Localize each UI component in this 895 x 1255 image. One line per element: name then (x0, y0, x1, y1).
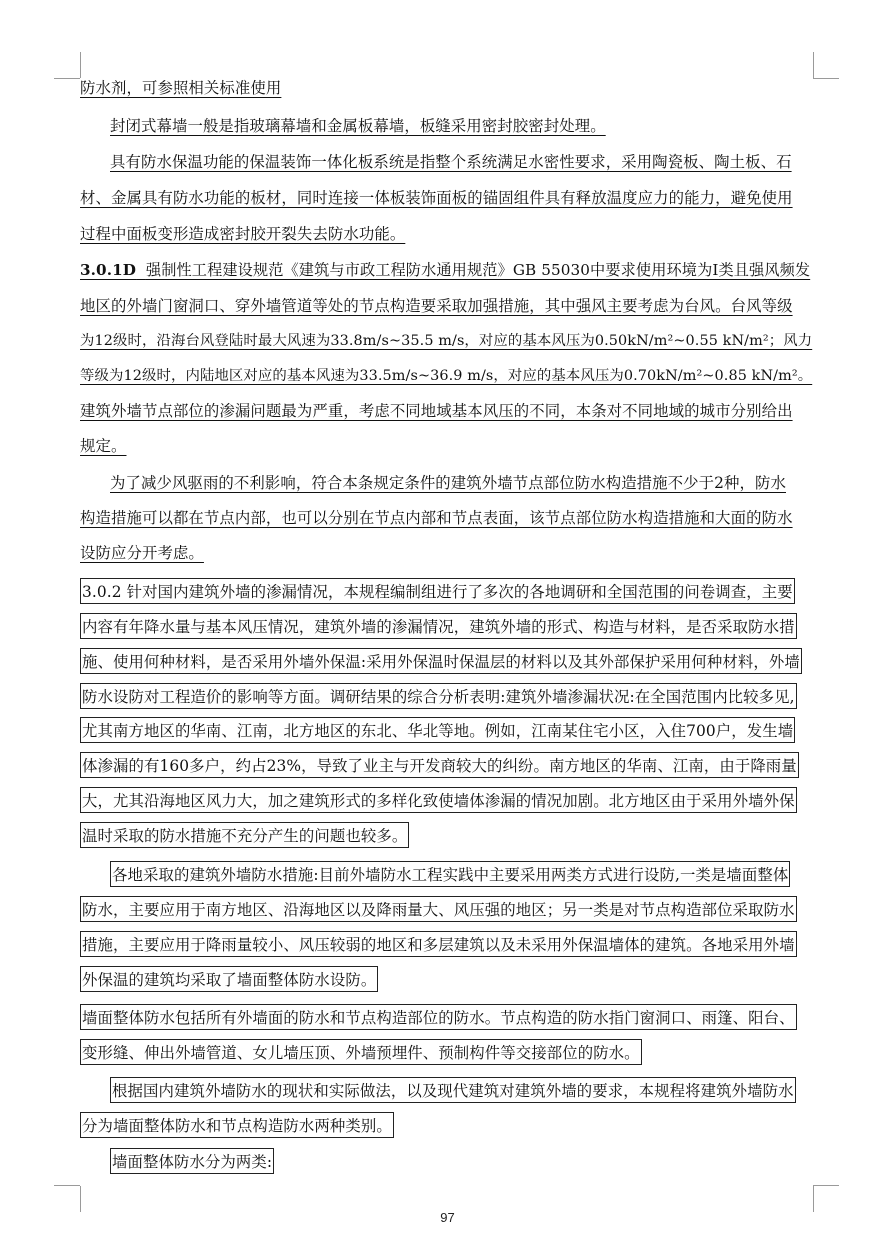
boxed-line: 墙面整体防水包括所有外墙面的防水和节点构造部位的防水。节点构造的防水指门窗洞口、雨篷、阳台、 (80, 1004, 797, 1030)
boxed-line: 外保温的建筑均采取了墙面整体防水设防。 (80, 966, 378, 992)
clause-line (80, 252, 810, 288)
boxed-line: 墙面整体防水分为两类: (110, 1148, 274, 1174)
crop-mark (54, 78, 80, 79)
text-line: 规定。 (80, 437, 127, 455)
boxed-line: 内容有年降水量与基本风压情况，建筑外墙的渗漏情况，建筑外墙的形式、构造与材料，是否采取防水措 (80, 613, 797, 639)
text-line: 材、金属具有防水功能的板材，同时连接一体板装饰面板的锚固组件具有释放温度应力的能力，避免使用 (80, 189, 793, 207)
crop-mark (813, 78, 839, 79)
text-line: 设防应分开考虑。 (80, 544, 204, 562)
boxed-line: 3.0.2 针对国内建筑外墙的渗漏情况，本规程编制组进行了多次的各地调研和全国范围的问卷调查，主要 (80, 578, 795, 604)
text-line: 具有防水保温功能的保温装饰一体化板系统是指整个系统满足水密性要求，采用陶瓷板、陶土板、石 (110, 153, 792, 171)
boxed-line: 温时采取的防水措施不充分产生的问题也较多。 (80, 822, 409, 848)
boxed-line: 体渗漏的有160多户，约占23%，导致了业主与开发商较大的纠纷。南方地区的华南、江南，由于降雨量 (80, 752, 799, 778)
boxed-line: 大，尤其沿海地区风力大，加之建筑形式的多样化致使墙体渗漏的情况加剧。北方地区由于采用外墙外保 (80, 787, 797, 813)
boxed-line: 变形缝、伸出外墙管道、女儿墙压顶、外墙预埋件、预制构件等交接部位的防水。 (80, 1039, 642, 1065)
boxed-line: 措施，主要应用于降雨量较小、风压较弱的地区和多层建筑以及未采用外保温墙体的建筑。各地采用外墙 (80, 931, 797, 957)
crop-mark (80, 1186, 81, 1212)
text-line: 过程中面板变形造成密封胶开裂失去防水功能。 (80, 225, 406, 243)
text-line: 封闭式幕墙一般是指玻璃幕墙和金属板幕墙，板缝采用密封胶密封处理。 (110, 117, 606, 135)
boxed-line: 防水，主要应用于南方地区、沿海地区以及降雨量大、风压强的地区；另一类是对节点构造部位采取防水 (80, 896, 797, 922)
text-line: 建筑外墙节点部位的渗漏问题最为严重，考虑不同地域基本风压的不同，本条对不同地域的城市分别给出 (80, 402, 793, 420)
text-line: 防水剂，可参照相关标准使用 (80, 79, 282, 97)
text-line: 为了减少风驱雨的不利影响，符合本条规定条件的建筑外墙节点部位防水构造措施不少于2种，防水 (110, 474, 786, 492)
clause-text: 强制性工程建设规范《建筑与市政工程防水通用规范》GB 55030中要求使用环境为I类且强风频发 (145, 261, 811, 279)
boxed-line: 根据国内建筑外墙防水的现状和实际做法，以及现代建筑对建筑外墙的要求，本规程将建筑外墙防水 (110, 1077, 796, 1103)
boxed-line: 各地采取的建筑外墙防水措施:目前外墙防水工程实践中主要采用两类方式进行设防,一类是墙面整体 (110, 861, 790, 887)
text-line: 地区的外墙门窗洞口、穿外墙管道等处的节点构造要采取加强措施，其中强风主要考虑为台风。台风等级 (80, 297, 793, 315)
crop-mark (813, 52, 814, 78)
boxed-line: 尤其南方地区的华南、江南，北方地区的东北、华北等地。例如，江南某住宅小区，入住700户，发生墙 (80, 717, 795, 743)
text-line: 为12级时，沿海台风登陆时最大风速为33.8m/s~35.5 m/s，对应的基本风压为0.50kN/m²~0.55 kN/m²；风力 (80, 333, 813, 349)
boxed-line: 分为墙面整体防水和节点构造防水两种类别。 (80, 1112, 394, 1138)
crop-mark (813, 1186, 814, 1212)
boxed-line: 防水设防对工程造价的影响等方面。调研结果的综合分析表明:建筑外墙渗漏状况:在全国范围内比较多见, (80, 683, 797, 709)
page-number: 97 (440, 1210, 455, 1225)
crop-mark (54, 1185, 80, 1186)
text-line: 构造措施可以都在节点内部，也可以分别在节点内部和节点表面，该节点部位防水构造措施和大面的防水 (80, 509, 793, 527)
text-line: 等级为12级时，内陆地区对应的基本风速为33.5m/s~36.9 m/s，对应的基本风压为0.70kN/m²~0.85 kN/m²。 (80, 368, 813, 384)
crop-mark (813, 1185, 839, 1186)
clause-number: 3.0.1D (80, 261, 137, 279)
boxed-line: 施、使用何种材料，是否采用外墙外保温:采用外保温时保温层的材料以及其外部保护采用何种材料，外墙 (80, 648, 802, 674)
